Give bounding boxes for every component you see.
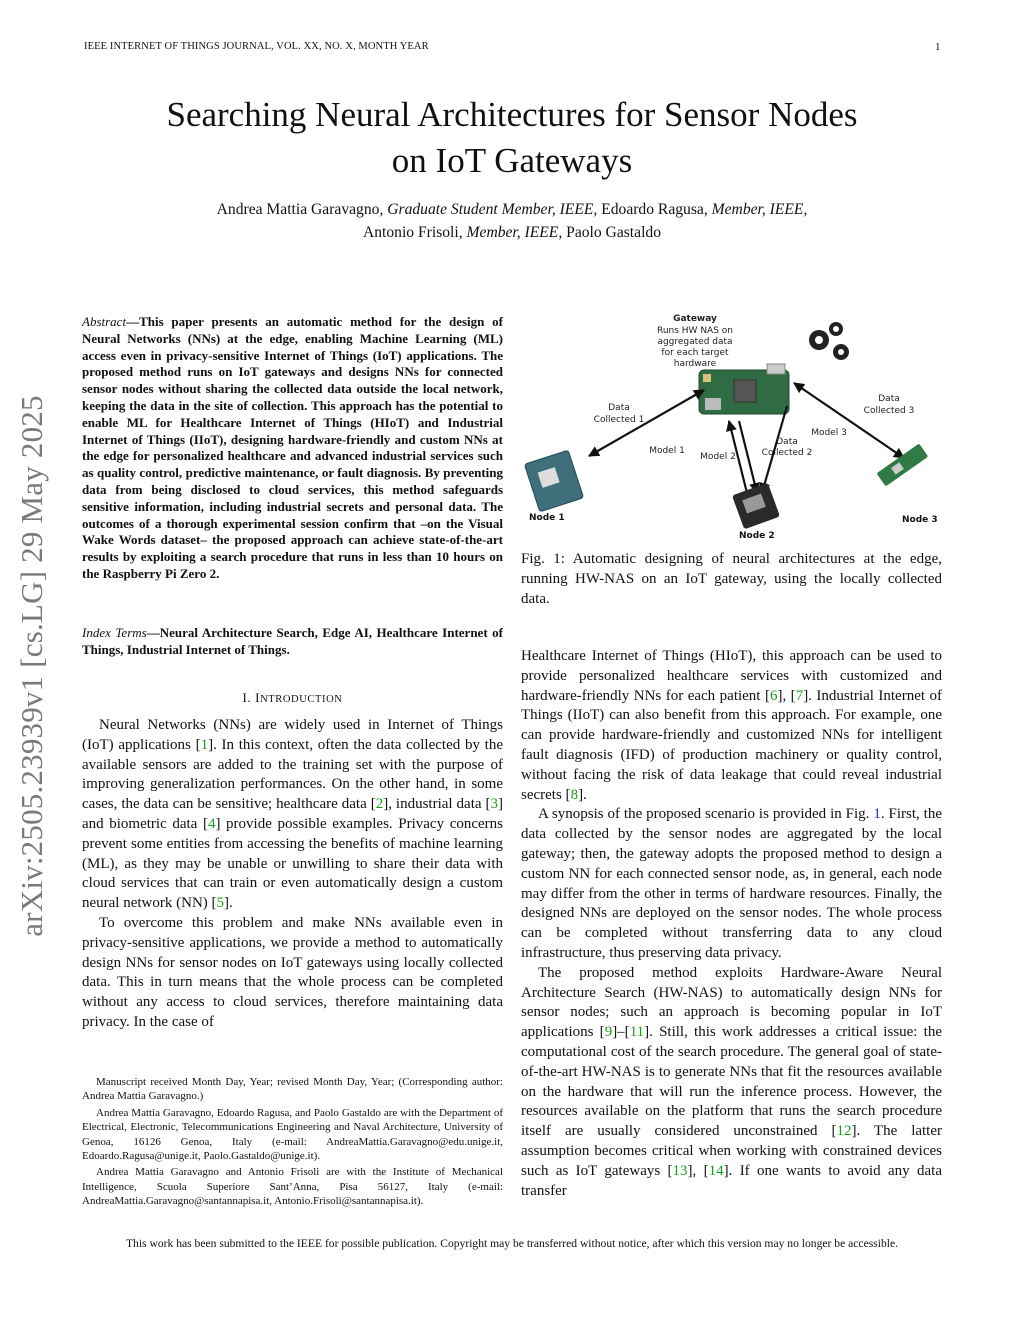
intro-text: [82, 716, 503, 1033]
gateway-desc-2: aggregated data: [657, 337, 733, 347]
gateway-title: Gateway: [673, 314, 717, 324]
data-collected-1-a: Data: [608, 403, 630, 413]
author-2: Edoardo Ragusa,: [601, 201, 708, 218]
citation-link[interactable]: 2: [375, 796, 384, 813]
section-title-rest: NTRODUCTION: [260, 694, 343, 705]
citation-link[interactable]: 5: [216, 895, 225, 912]
citation-link[interactable]: 6: [769, 687, 778, 704]
gateway-desc-1: Runs HW NAS on: [656, 326, 734, 336]
footnote-manuscript: Manuscript received Month Day, Year; revised Month Day, Year; (Corresponding author: Andrea Mattia Garavagno.): [82, 1076, 503, 1103]
author-1: Andrea Mattia Garavagno,: [216, 201, 384, 218]
figure-1-caption: Fig. 1: Automatic designing of neural architectures at the edge, running HW-NAS on an IoT gateway, using the locally collected data.: [521, 551, 942, 607]
node-1-board-image: [524, 450, 583, 512]
intro-paragraph-1: Neural Networks (NNs) are widely used in Internet of Things (IoT) applications [1]. In this context, often the data collected by the available sensors are added to the training set with the purpose of improving generalization performances. On the other hand, in some cases, the data can be sensitive; healthcare data [2], industrial data [3] and biometric data [4] provide possible examples. Privacy concerns prevent some entities from accessing the benefits of machine learning (ML), as they may be unable or unwilling to share their data with cloud services that can train or even automatically design a custom neural network (NN) [5].: [82, 717, 503, 912]
node-3-board-image: [876, 444, 928, 487]
citation-link[interactable]: 13: [672, 1162, 688, 1179]
model-2-label: Model 2: [700, 452, 736, 462]
footnote-affiliation-2: Andrea Mattia Garavagno and Antonio Frisoli are with the Institute of Mechanical Intelligence, Scuola Superiore Sant’Anna, Pisa 56127, Italy (e-mail: AndreaMattia.Garavagno@santannapisa.it, Antonio.Frisoli@santannapisa.it).: [82, 1166, 503, 1208]
data-collected-2-a: Data: [776, 437, 798, 447]
author-2-role: Member, IEEE,: [711, 201, 808, 218]
paper-title: [60, 92, 964, 184]
data-collected-1-b: Collected 1: [593, 415, 645, 425]
node-1-label: Node 1: [529, 513, 565, 523]
citation-link[interactable]: 4: [207, 815, 216, 832]
node-2-board-image: [732, 483, 780, 530]
citation-link[interactable]: 11: [629, 1024, 645, 1041]
section-first-letter: I: [255, 690, 261, 705]
author-4: Paolo Gastaldo: [566, 224, 661, 241]
node-3-label: Node 3: [902, 515, 938, 525]
abstract-label: Abstract: [82, 314, 127, 329]
citation-link[interactable]: 1: [200, 736, 209, 753]
gateway-desc-4: hardware: [673, 359, 717, 369]
title-line-2: on IoT Gateways: [391, 141, 633, 180]
figure-ref-link[interactable]: 1: [873, 806, 881, 823]
copyright-notice: This work has been submitted to the IEEE for possible publication. Copyright may be transferred without notice, after which this version may no longer be accessible.: [125, 1237, 899, 1250]
title-line-1: Searching Neural Architectures for Sensor Nodes: [166, 95, 858, 134]
right-paragraph-3: The proposed method exploits Hardware-Aware Neural Architecture Search (HW-NAS) to automatically design NNs for sensor nodes; such an approach is becoming popular in IoT applications [9]–[11]. Still, this work addresses a critical issue: the computational cost of the search procedure. The general goal of state-of-the-art HW-NAS is to generate NNs that fit the resources available on the hardware that will run the inference process. However, the resources available on the platform that runs the search procedure itself are usually considered unconstrained [12]. The latter assumption becomes critical when working with constrained devices such as IoT gateways [13], [14]. If one wants to avoid any data transfer: [521, 964, 943, 1199]
right-column-text: [521, 647, 942, 1201]
section-numeral: I.: [242, 690, 252, 705]
model-1-label: Model 1: [649, 446, 685, 456]
running-header: IEEE INTERNET OF THINGS JOURNAL, VOL. XX, NO. X, MONTH YEAR: [84, 41, 429, 52]
citation-link[interactable]: 3: [490, 796, 498, 813]
data-collected-3-b: Collected 3: [863, 406, 915, 416]
data-collected-3-a: Data: [878, 394, 900, 404]
author-list: [60, 198, 964, 244]
model-3-label: Model 3: [811, 428, 847, 438]
right-paragraph-2: A synopsis of the proposed scenario is provided in Fig. 1. First, the data collected by the sensor nodes are aggregated by the local gateway; then, the gateway adopts the proposed method to design a custom NN for each connected sensor node, as, in general, each node may differ from the other in terms of hardware resources. Finally, the designed NNs are deployed on the sensor nodes. The whole process can be completed without transferring data to any cloud infrastructure, thus preserving data privacy.: [521, 806, 942, 961]
author-3: Antonio Frisoli,: [362, 224, 463, 241]
index-terms: [82, 625, 503, 659]
index-terms-text: —Neural Architecture Search, Edge AI, Healthcare Internet of Things, Industrial Internet of Things.: [82, 625, 504, 657]
author-1-role: Graduate Student Member, IEEE,: [387, 201, 598, 218]
author-3-role: Member, IEEE,: [466, 224, 563, 241]
abstract-text: —This paper presents an automatic method for the design of Neural Networks (NNs) at the edge, enabling Machine Learning (ML) access even in privacy-sensitive Internet of Things (IoT) applications. The proposed method runs on IoT gateways and designs NNs for connected sensor nodes without sharing the collected data outside the local network, keeping the data in the site of collection. This approach has the potential to enable ML for Healthcare Internet of Things (HIoT) and Industrial Internet of Things (IIoT), designing hardware-friendly and custom NNs at the edge for personalized healthcare and advanced industrial services such as quality control, predictive maintenance, or fault diagnosis. By preventing data from being disclosed to cloud services, this method safeguards sensitive information, including industrial secrets and personal data. The outcomes of a thorough experimental session confirm that –on the Visual Wake Words dataset– the proposed approach can achieve state-of-the-art results by exploiting a search procedure that runs in less than 10 hours on the Raspberry Pi Zero 2.: [82, 314, 503, 581]
footnote-affiliation-1: Andrea Mattia Garavagno, Edoardo Ragusa, and Paolo Gastaldo are with the Department of Electrical, Electronic, Telecommunications Engineering and Naval Architecture, University of Genoa, 16126 Genoa, Italy (e-mail: AndreaMattia.Garavagno@edu.unige.it, Edoardo.Ragusa@unige.it, Paolo.Gastaldo@unige.it).: [82, 1106, 503, 1163]
intro-paragraph-2: To overcome this problem and make NNs available even in privacy-sensitive applications, we provide a method to automatically design NNs for sensor nodes on IoT gateways using locally collected data. This in turn means that the whole process can be completed without any access to cloud services, therefore maintaining data privacy. In the case of: [82, 914, 503, 1030]
gateway-board-image: [699, 364, 789, 414]
index-terms-label: Index Terms: [82, 625, 147, 640]
node-2-label: Node 2: [739, 531, 775, 541]
arxiv-stamp-text: arXiv:2505.23939v1 [cs.LG] 29 May 2025: [14, 395, 49, 937]
figure-1-diagram: [519, 308, 944, 548]
data-collected-2-b: Collected 2: [761, 448, 813, 458]
abstract: [82, 314, 503, 583]
citation-link[interactable]: 8: [570, 786, 579, 803]
right-paragraph-1: Healthcare Internet of Things (HIoT), this approach can be used to provide personalized healthcare services with customized and hardware-friendly NNs for each patient [6], [7]. Industrial Internet of Things (IIoT) can also benefit from this approach. For example, one can provide hardware-friendly and customized NNs for intelligent fault diagnosis (IFD) of production machinery or quality control, without facing the risk of data leakage that could reveal industrial secrets [8].: [521, 648, 942, 803]
page-number: 1: [935, 41, 941, 53]
footnotes: [82, 1075, 503, 1211]
citation-link[interactable]: 14: [708, 1162, 724, 1179]
citation-link[interactable]: 9: [604, 1024, 613, 1041]
arxiv-stamp: [2, 366, 62, 966]
citation-link[interactable]: 12: [836, 1123, 852, 1140]
citation-link[interactable]: 7: [795, 687, 804, 704]
gateway-desc-3: for each target: [661, 348, 729, 358]
section-heading: [82, 690, 503, 706]
gears-icon: [809, 322, 849, 360]
